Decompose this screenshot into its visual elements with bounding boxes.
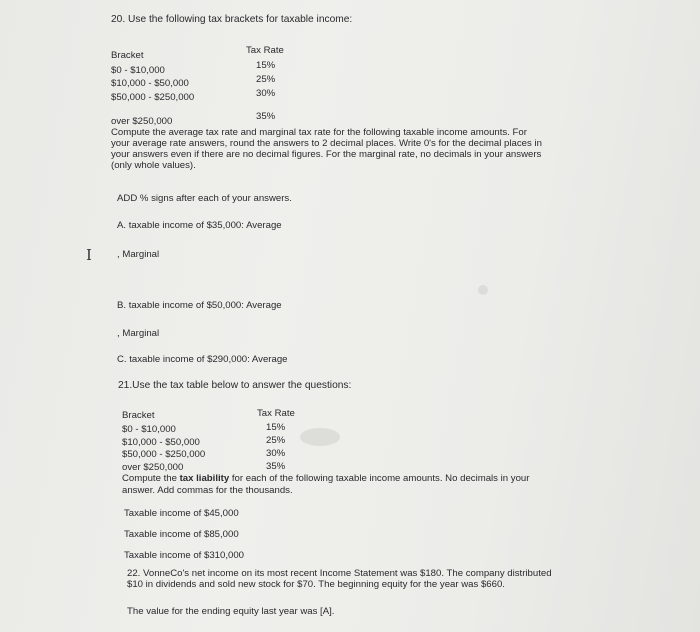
q20-instruction-line: your answers even if there are no decimal figures. For the marginal rate, no decimals in your answers bbox=[111, 149, 542, 160]
q21-title: 21.Use the tax table below to answer the questions: bbox=[118, 380, 352, 391]
q21-instruction-bold: tax liability bbox=[179, 473, 230, 484]
q21-row-range: $10,000 - $50,000 bbox=[122, 437, 200, 448]
q20b-average-label: B. taxable income of $50,000: Average bbox=[117, 300, 282, 311]
q21-row-rate: 15% bbox=[266, 422, 286, 433]
q21-row-range: $0 - $10,000 bbox=[122, 424, 176, 435]
q20-instruction-line: (only whole values). bbox=[111, 160, 196, 171]
q20-row-rate: 15% bbox=[256, 60, 276, 71]
q21-bracket-header: Bracket bbox=[122, 410, 155, 421]
q20-instruction-line: your average rate answers, round the answers to 2 decimal places. Write 0's for the decimal places in bbox=[111, 138, 542, 149]
q20a-average-label: A. taxable income of $35,000: Average bbox=[117, 220, 282, 231]
q21-instruction-line2: answer. Add commas for the thousands. bbox=[122, 485, 293, 496]
q21-instruction bbox=[122, 473, 529, 484]
q21-row-rate: 35% bbox=[266, 461, 286, 472]
q20-row-range: over $250,000 bbox=[111, 116, 173, 127]
q21-row-rate: 30% bbox=[266, 448, 286, 459]
q21-rate-header: Tax Rate bbox=[257, 408, 295, 419]
q20-bracket-header: Bracket bbox=[111, 50, 144, 61]
q20a-marginal-label: , Marginal bbox=[117, 249, 160, 260]
q20-row-rate: 25% bbox=[256, 74, 276, 85]
page-smudge bbox=[478, 285, 488, 295]
q20c-average-label: C. taxable income of $290,000: Average bbox=[117, 354, 288, 365]
q20-row-range: $50,000 - $250,000 bbox=[111, 92, 195, 103]
add-percent-note: ADD % signs after each of your answers. bbox=[117, 193, 292, 204]
q21-item: Taxable income of $310,000 bbox=[124, 550, 245, 561]
q20-title: 20. Use the following tax brackets for taxable income: bbox=[111, 14, 353, 25]
q21-instruction-suffix: for each of the following taxable income amounts. No decimals in your bbox=[229, 473, 530, 484]
page-smudge bbox=[300, 428, 340, 446]
q21-row-range: over $250,000 bbox=[122, 462, 184, 473]
q21-item: Taxable income of $85,000 bbox=[124, 529, 239, 540]
q21-row-rate: 25% bbox=[266, 435, 286, 446]
q20-rate-header: Tax Rate bbox=[246, 45, 284, 56]
q20-row-rate: 30% bbox=[256, 88, 276, 99]
q20-row-range: $0 - $10,000 bbox=[111, 65, 165, 76]
text-cursor-icon: I bbox=[86, 246, 92, 264]
q21-instruction-prefix: Compute the bbox=[122, 473, 180, 484]
q20b-marginal-label: , Marginal bbox=[117, 328, 160, 339]
q22-line2: $10 in dividends and sold new stock for $70. The beginning equity for the year was $660. bbox=[127, 579, 505, 590]
q20-row-range: $10,000 - $50,000 bbox=[111, 78, 189, 89]
q20-row-rate: 35% bbox=[256, 111, 276, 122]
q22-line1: 22. VonneCo's net income on its most recent Income Statement was $180. The company distributed bbox=[127, 568, 552, 579]
q20-instruction-line: Compute the average tax rate and marginal tax rate for the following taxable income amounts. For bbox=[111, 127, 527, 138]
q21-item: Taxable income of $45,000 bbox=[124, 508, 239, 519]
q22-question: The value for the ending equity last year was [A]. bbox=[127, 606, 335, 617]
q21-row-range: $50,000 - $250,000 bbox=[122, 449, 206, 460]
